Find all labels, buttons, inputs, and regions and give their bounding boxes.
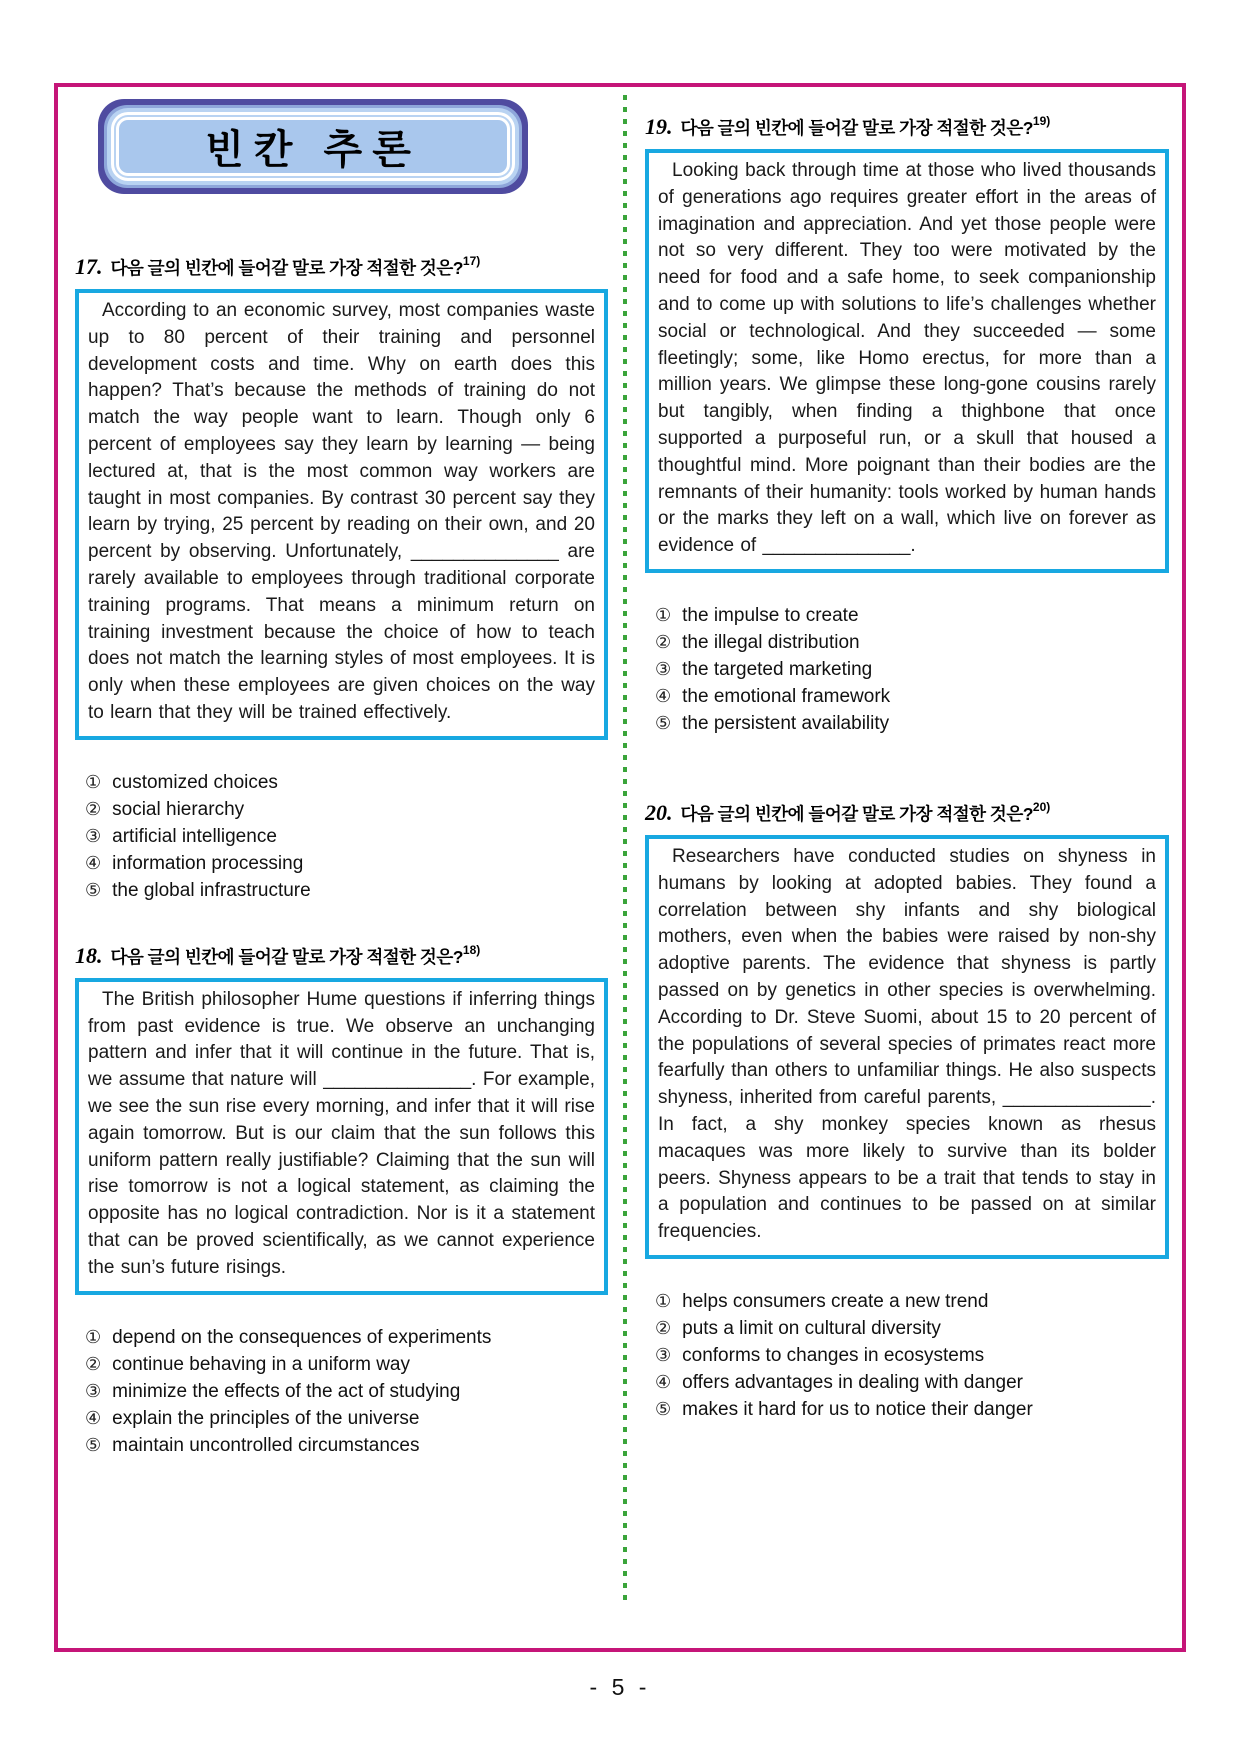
choice-marker: ① [85,771,102,792]
choice-list [75,770,608,903]
passage-text: Researchers have conducted studies on shyness in humans by looking at adopted babies. They found a correlation between shy infants and shy biological mothers, even when the babies were raised by non-shy adoptive parents. The evidence that shyness is partly passed on by genetics in other species is overwhelming. According to Dr. Steve Suomi, about 15 to 20 percent of the populations of several species of primates react more fearfully than others to unfamiliar things. He also suspects shyness, inherited from careful parents, ______________. In fact, a shy monkey species known as rhesus macaques was more likely to survive than its bolder peers. Shyness appears to be a trait that tends to stay in a population and continues to be passed on at similar frequencies. [658,845,1156,1243]
choice-text: makes it hard for us to notice their danger [682,1398,1033,1420]
choice-marker: ⑤ [655,712,672,733]
passage-text: According to an economic survey, most companies waste up to 80 percent of their training and personnel development costs and time. Why on earth does this happen? That’s because the methods of training do not match the way people want to learn. Though only 6 percent of employees say they learn by learning — being lectured at, that is the most common way workers are taught in most companies. By contrast 30 percent say they learn by trying, 25 percent by reading on their own, and 20 percent by observing. Unfortunately, ______________ are rarely available to employees through traditional corporate training programs. That means a minimum return on training investment because the choice of how to teach does not match the learning styles of most employees. It is only when these employees are given choices on the way to learn that they will be trained effectively. [88,300,595,723]
choice-option[interactable] [85,797,608,822]
choice-marker: ① [85,1326,102,1347]
choice-option[interactable] [85,1433,608,1458]
choice-option[interactable] [655,1316,1169,1341]
choice-marker: ④ [655,685,672,706]
choice-text: social hierarchy [112,798,245,820]
choice-marker: ⑤ [655,1398,672,1419]
choice-option[interactable] [655,603,1169,628]
choice-option[interactable] [85,770,608,795]
choice-text: continue behaving in a uniform way [112,1353,410,1375]
choice-list [645,1289,1169,1422]
choice-option[interactable] [85,824,608,849]
question-number: 19. [645,114,673,139]
choice-text: the targeted marketing [682,658,873,680]
choice-marker: ② [85,798,102,819]
choice-text: the global infrastructure [112,879,311,901]
choice-text: helps consumers create a new trend [682,1290,989,1312]
choice-marker: ① [655,604,672,625]
choice-text: artificial intelligence [112,825,277,847]
choice-text: explain the principles of the universe [112,1407,420,1429]
choice-text: conforms to changes in ecosystems [682,1344,985,1366]
choice-text: depend on the consequences of experiments [112,1326,492,1348]
choice-text: the emotional framework [682,685,891,707]
question-18-header [75,937,608,970]
question-prompt: 다음 글의 빈칸에 들어갈 말로 가장 적절한 것은? [110,258,463,278]
choice-marker: ③ [655,658,672,679]
choice-marker: ② [655,631,672,652]
choice-marker: ③ [85,825,102,846]
right-column [645,95,1169,1424]
question-number: 18. [75,942,103,968]
choice-option[interactable] [655,657,1169,682]
choice-text: maintain uncontrolled circumstances [112,1434,420,1456]
chapter-title-inner [119,120,507,173]
footnote-ref: 19) [1032,114,1051,128]
choice-marker: ③ [85,1380,102,1401]
chapter-title-box [97,98,529,195]
choice-marker: ④ [655,1371,672,1392]
question-17-header [75,248,608,281]
question-prompt: 다음 글의 빈칸에 들어갈 말로 가장 적절한 것은? [680,118,1033,138]
column-divider [623,95,627,1600]
page-number: - 5 - [589,1674,651,1700]
choice-marker: ② [655,1317,672,1338]
question-number: 17. [75,254,103,279]
footnote-ref: 17) [462,254,481,268]
choice-text: customized choices [112,771,278,793]
choice-text: the impulse to create [682,604,859,626]
passage-text: The British philosopher Hume questions if inferring things from past evidence is true. We observe an unchanging pattern and infer that it will continue in the future. That is, we assume that nature will ______________. For example, we see the sun rise every morning, and infer that it will rise again tomorrow. But is our claim that the sun follows this uniform pattern really justifiable? Claiming that the sun will rise tomorrow is not a logical statement, as claiming the opposite has no logical contradiction. Nor is it a statement that can be proved scientifically, as we cannot experience the sun’s future risings. [88,988,595,1278]
passage-box [75,289,608,740]
choice-option[interactable] [655,1289,1169,1314]
choice-text: the illegal distribution [682,631,860,653]
question-19 [645,108,1169,736]
choice-option[interactable] [85,1325,608,1350]
choice-option[interactable] [85,878,608,903]
choice-option[interactable] [655,684,1169,709]
question-19-header [645,108,1169,141]
choice-option[interactable] [655,630,1169,655]
choice-text: puts a limit on cultural diversity [682,1317,941,1339]
question-prompt: 다음 글의 빈칸에 들어갈 말로 가장 적절한 것은? [110,946,463,967]
chapter-title: 빈칸 추론 [205,128,421,172]
choice-option[interactable] [85,1379,608,1404]
choice-text: minimize the effects of the act of studying [112,1380,461,1402]
question-20-header [645,794,1169,827]
choice-marker: ④ [85,852,102,873]
choice-marker: ⑤ [85,1434,102,1455]
choice-marker: ③ [655,1344,672,1365]
left-column [75,95,608,1460]
question-prompt: 다음 글의 빈칸에 들어갈 말로 가장 적절한 것은? [680,803,1033,824]
question-20 [645,794,1169,1422]
choice-option[interactable] [85,1352,608,1377]
choice-text: the persistent availability [682,712,890,734]
choice-list [75,1325,608,1458]
choice-option[interactable] [85,1406,608,1431]
choice-option[interactable] [655,1343,1169,1368]
choice-option[interactable] [655,1397,1169,1422]
passage-text: Looking back through time at those who lived thousands of generations ago requires greater effort in the areas of imagination and appreciation. And yet those people were not so very different. They too were motivated by the need for food and a safe home, to seek companionship and to come up with solutions to life’s challenges whether social or technological. And they succeeded — some fleetingly; some, like Homo erectus, for more than a million years. We glimpse these long-gone cousins rarely but tangibly, when finding a thighbone that once supported a purposeful run, or a skull that housed a thoughtful mind. More poignant than their bodies are the remnants of their humanity: tools worked by human hands or the marks they left on a wall, which live on forever as evidence of ______________. [658,160,1156,557]
question-18 [75,937,608,1458]
footnote-ref: 20) [1032,799,1051,814]
footnote-ref: 18) [462,942,481,957]
choice-marker: ④ [85,1407,102,1428]
choice-marker: ⑤ [85,879,102,900]
choice-option[interactable] [85,851,608,876]
choice-text: information processing [112,852,304,874]
passage-box [645,149,1169,573]
choice-option[interactable] [655,711,1169,736]
choice-marker: ① [655,1290,672,1311]
question-number: 20. [645,799,673,825]
choice-marker: ② [85,1353,102,1374]
choice-text: offers advantages in dealing with danger [682,1371,1023,1393]
question-17 [75,248,608,903]
passage-box [75,978,608,1295]
passage-box [645,835,1169,1259]
choice-option[interactable] [655,1370,1169,1395]
choice-list [645,603,1169,736]
